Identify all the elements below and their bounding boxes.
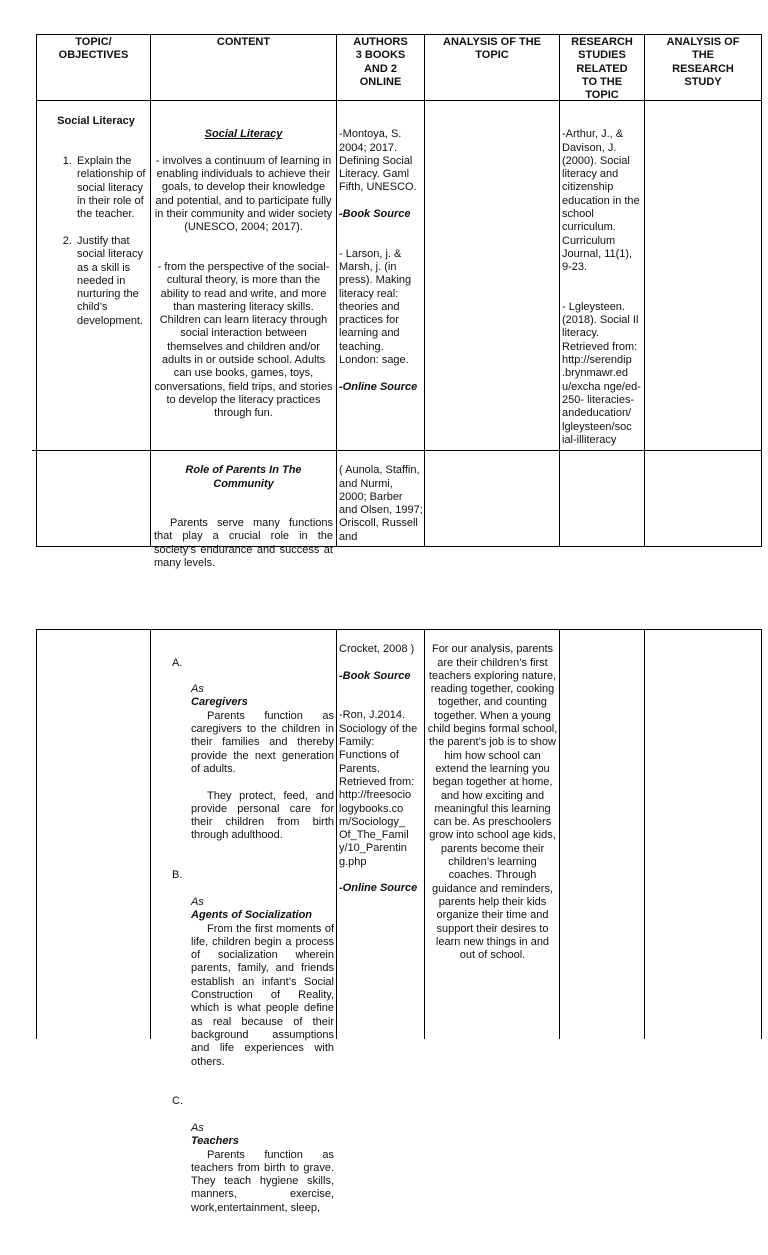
role-item (172, 869, 334, 1082)
objective-item: 2. Justify that social literacy as a skill is needed in nurturing the child’s development. (75, 235, 149, 328)
content-paragraph: - from the perspective of the social-cultural theory, is more than the ability to read and write, and more than mastering literacy skills. Children can learn literacy through social interaction between themselves and children and/or adults in or outside school. Adults can use books, games, toys, conversations, field trips, and stories to develop the literacy practices through fun. (154, 260, 333, 420)
parent-roles-cell (172, 630, 334, 1255)
column-divider (150, 35, 151, 546)
authors-cell-continued (339, 630, 423, 909)
role-item (172, 1095, 334, 1228)
column-divider (559, 630, 560, 1039)
source-type: -Online Source (339, 882, 418, 895)
role-item (172, 656, 334, 856)
role-of-parents-title: Role of Parents In The Community (185, 464, 302, 490)
analysis-of-topic-cell (427, 630, 558, 976)
author-reference: Crocket, 2008 ) (339, 643, 415, 656)
column-divider (424, 630, 425, 1039)
research-reference: - Lgleysteen. (2018). Social Il literacy. Retrieved from: http://serendip .brynmawr.ed u/excha nge/ed-250- literacies- andeducation/ lgleysteen/soc ial-illiteracy (562, 300, 641, 446)
role-title: Caregivers (191, 696, 248, 709)
header-authors: AUTHORS 3 BOOKS AND 2 ONLINE (353, 36, 408, 88)
margin-mark (32, 450, 38, 451)
header-analysis-of-research: ANALYSIS OF THE RESEARCH STUDY (666, 36, 740, 88)
research-cell (562, 115, 644, 460)
role-prefix: As (191, 683, 204, 696)
content-cell-row2 (154, 451, 333, 584)
column-divider (644, 630, 645, 1039)
research-reference: -Arthur, J., & Davison, J. (2000). Social literacy and citizenship education in the school curriculum. Curriculum Journal, 11(1), 9-23. (562, 128, 640, 274)
content-cell (154, 115, 333, 434)
source-type: -Online Source (339, 380, 418, 393)
lesson-plan-table-2 (36, 629, 762, 1214)
role-paragraph: Parents function as teachers from birth to grave. They teach hygiene skills, manners, exercise, work,entertainment, sleep, (191, 1148, 334, 1214)
role-title: Agents of Socialization (191, 909, 313, 922)
author-reference: ( Aunola, Staffin, and Nurmi, 2000; Barber and Olsen, 1997; Oriscoll, Russell and (339, 464, 423, 543)
role-paragraph: From the first moments of life, children begin a process of socialization wherein parents, family, and friends establish an infant’s Social Construction of Reality, which is what people define as real because of their background assumptions and life experiences with others. (191, 922, 334, 1068)
list-marker: B. (172, 869, 183, 882)
list-marker: C. (172, 1095, 183, 1108)
role-paragraph: They protect, feed, and provide personal care for their children from birth through adulthood. (191, 789, 334, 842)
author-reference: -Ron, J.2014. Sociology of the Family: Functions of Parents. Retrieved from: http://freesocio logybooks.co m/Sociology_ Of_The_Famil y/10_Parentin g.php (339, 709, 418, 868)
header-research-studies: RESEARCH STUDIES RELATED TO THE TOPIC (571, 36, 633, 102)
author-reference: - Larson, j. & Marsh, j. (in press). Making literacy real: theories and practices for learning and teaching. London: sage. (339, 247, 412, 367)
parent-roles-list (172, 643, 334, 1241)
role-paragraph: Parents function as caregivers to the children in their families and thereby provide the next generation of adults. (191, 709, 334, 775)
author-reference: -Montoya, S. 2004; 2017. Defining Social Literacy. Gaml Fifth, UNESCO. (339, 128, 417, 194)
content-title: Social Literacy (204, 128, 283, 141)
objective-item: 1. Explain the relationship of social literacy in their role of the teacher. (75, 155, 149, 221)
role-prefix: As (191, 895, 204, 908)
role-prefix: As (191, 1121, 204, 1134)
list-marker: A. (172, 656, 183, 669)
column-divider (150, 630, 151, 1039)
column-divider (336, 630, 337, 1039)
column-divider (424, 35, 425, 546)
content-paragraph: Parents serve many functions that play a crucial role in the society’s endurance and success at many levels. (154, 517, 333, 570)
column-divider (336, 35, 337, 546)
source-type: -Book Source (339, 208, 411, 221)
header-topic-objectives: TOPIC/ OBJECTIVES (58, 36, 129, 62)
header-analysis-of-topic: ANALYSIS OF THE TOPIC (443, 36, 541, 62)
topic-title: Social Literacy (57, 115, 135, 128)
content-paragraph: - involves a continuum of learning in enabling individuals to achieve their goals, to develop their knowledge and potential, and to participate fully in their community and wider society (UNESCO, 2004; 2017). (154, 154, 333, 234)
column-divider (559, 35, 560, 546)
role-title: Teachers (191, 1135, 239, 1148)
column-divider (644, 35, 645, 546)
lesson-plan-table-1 (36, 34, 762, 570)
analysis-text: For our analysis, parents are their children’s first teachers exploring nature, reading together, cooking together, and counting together. When a young child begins formal school, the parent’s job is to show him how school can extend the learning you began together at home, and how exciting and meaningful this learning can be. As preschoolers grow into school age kids, parents become their children’s learning coaches. Through guidance and reminders, parents help their kids organize their time and support their desires to learn new things in and out of school. (427, 643, 558, 962)
authors-cell (339, 115, 423, 407)
topic-cell (39, 102, 149, 355)
header-row-divider (37, 100, 761, 101)
authors-cell-row2 (339, 451, 423, 557)
objectives-list (39, 142, 149, 341)
source-type: -Book Source (339, 669, 411, 682)
header-content: CONTENT (216, 36, 271, 48)
